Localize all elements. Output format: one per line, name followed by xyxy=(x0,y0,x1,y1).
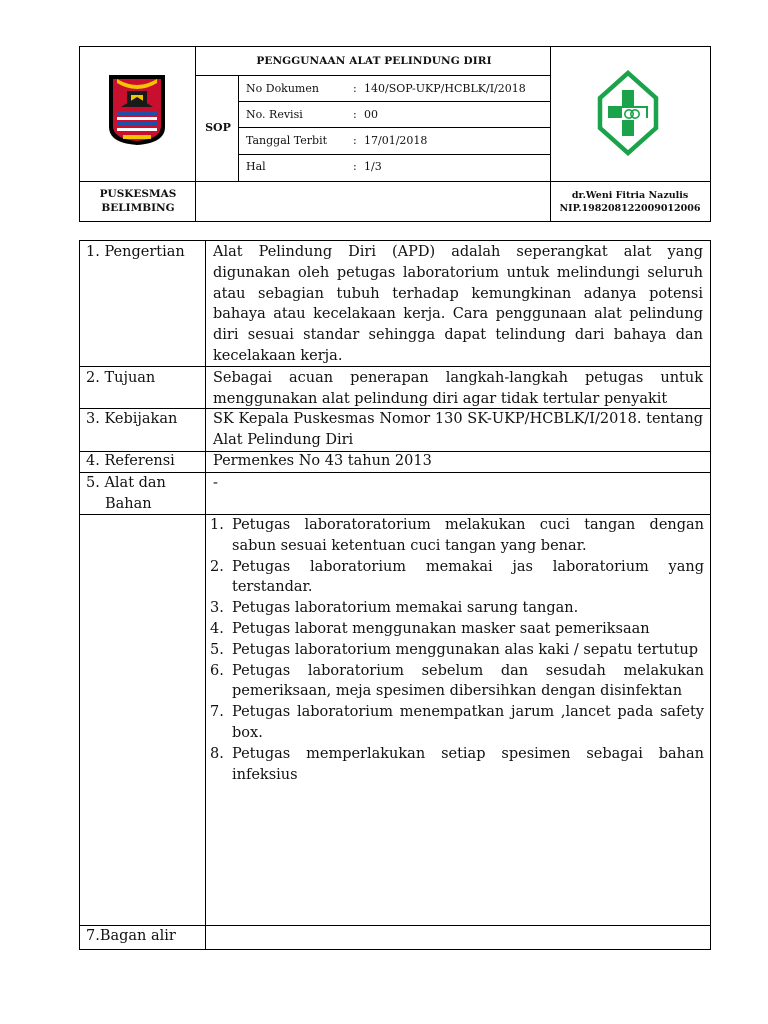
row-label-line: 5. Alat dan xyxy=(86,475,166,491)
meta-colon: : xyxy=(353,82,357,95)
signatory-block xyxy=(550,189,710,215)
list-item xyxy=(206,515,704,557)
city-emblem-logo xyxy=(107,73,167,147)
step-number: 5. xyxy=(210,641,224,658)
step-text: Petugas laboratorium memakai sarung tangan. xyxy=(232,600,579,617)
step-number: 4. xyxy=(210,620,224,637)
step-text: Petugas laboratorium sebelum dan sesudah melakukan pemeriksaan, meja spesimen dibersihkan dengan disinfektan xyxy=(232,662,704,700)
list-item xyxy=(206,744,704,786)
step-number: 8. xyxy=(210,745,224,762)
step-text: Petugas laboratoratorium melakukan cuci tangan dengan sabun sesuai ketentuan cuci tangan yang benar. xyxy=(232,517,704,554)
organization-line: PUSKESMAS xyxy=(99,188,177,200)
row-text-tujuan: Sebagai acuan penerapan langkah-langkah petugas untuk menggunakan alat pelindung diri agar tidak tertular penyakit xyxy=(213,370,703,407)
step-text: Petugas laboratorium menempatkan jarum ,lancet pada safety box. xyxy=(232,704,704,741)
header-divider xyxy=(80,181,710,182)
step-text: Petugas laboratorium memakai jas laboratorium yang terstandar. xyxy=(232,558,704,596)
row-label-tujuan: 2. Tujuan xyxy=(86,370,156,386)
row-label-bagan-alir: 7.Bagan alir xyxy=(86,928,176,944)
header-divider xyxy=(238,154,550,155)
row-label-line: Bahan xyxy=(105,495,152,512)
meta-label-no-dokumen: No Dokumen xyxy=(246,82,319,95)
row-text-pengertian: Alat Pelindung Diri (APD) adalah seperangkat alat yang digunakan oleh petugas laboratorium untuk melindungi seluruh atau sebagian tubuh terhadap kemungkinan adanya potensi bahaya atau kecelakaan kerja. Cara penggunaan alat pelindung diri sesuai standar sehingga dapat telindung dari bahaya dan kecelakaan kerja. xyxy=(213,244,703,364)
step-text: Petugas laborat menggunakan masker saat pemeriksaan xyxy=(232,620,650,637)
list-item xyxy=(206,598,704,619)
list-item xyxy=(206,557,704,599)
step-number: 3. xyxy=(210,600,224,617)
step-number: 2. xyxy=(210,558,224,575)
row-label-alat-bahan xyxy=(86,473,204,515)
meta-value-no-revisi: 00 xyxy=(364,108,378,121)
procedure-steps-list xyxy=(206,515,704,785)
document-title: PENGGUNAAN ALAT PELINDUNG DIRI xyxy=(256,55,492,67)
list-item xyxy=(206,619,704,640)
list-item xyxy=(206,661,704,703)
sop-label: SOP xyxy=(205,121,231,134)
step-number: 7. xyxy=(210,704,224,721)
row-label-referensi: 4. Referensi xyxy=(86,453,175,469)
step-number: 6. xyxy=(210,662,224,679)
meta-value-tanggal-terbit: 17/01/2018 xyxy=(364,134,428,147)
step-text: Petugas memperlakukan setiap spesimen sebagai bahan infeksius xyxy=(232,745,704,783)
meta-colon: : xyxy=(353,134,357,147)
row-text-kebijakan: SK Kepala Puskesmas Nomor 130 SK-UKP/HCBLK/I/2018. tentang Alat Pelindung Diri xyxy=(213,411,703,448)
meta-value-no-dokumen: 140/SOP-UKP/HCBLK/I/2018 xyxy=(364,82,526,95)
signatory-name: dr.Weni Fitria Nazulis xyxy=(571,190,689,201)
sop-content-table xyxy=(79,240,711,950)
header-divider xyxy=(238,101,550,102)
meta-label-tanggal-terbit: Tanggal Terbit xyxy=(246,134,328,147)
row-text-alat-bahan: - xyxy=(213,475,218,491)
meta-colon: : xyxy=(353,108,357,121)
puskesmas-cross-logo xyxy=(597,70,659,156)
sop-header-table xyxy=(79,46,711,222)
list-item xyxy=(206,640,704,661)
organization-name xyxy=(80,187,196,215)
meta-value-hal: 1/3 xyxy=(364,160,382,173)
list-item xyxy=(206,702,704,744)
meta-label-no-revisi: No. Revisi xyxy=(246,108,303,121)
step-text: Petugas laboratorium menggunakan alas kaki / sepatu tertutup xyxy=(232,641,699,658)
header-divider xyxy=(195,75,550,76)
step-number: 1. xyxy=(210,517,224,533)
row-label-pengertian: 1. Pengertian xyxy=(86,244,185,260)
header-divider xyxy=(238,127,550,128)
meta-colon: : xyxy=(353,160,357,173)
signatory-nip: NIP.198208122009012006 xyxy=(559,203,701,214)
row-label-kebijakan: 3. Kebijakan xyxy=(86,411,178,427)
meta-label-hal: Hal xyxy=(246,160,266,173)
organization-line: BELIMBING xyxy=(101,202,175,214)
row-text-referensi: Permenkes No 43 tahun 2013 xyxy=(213,453,432,469)
